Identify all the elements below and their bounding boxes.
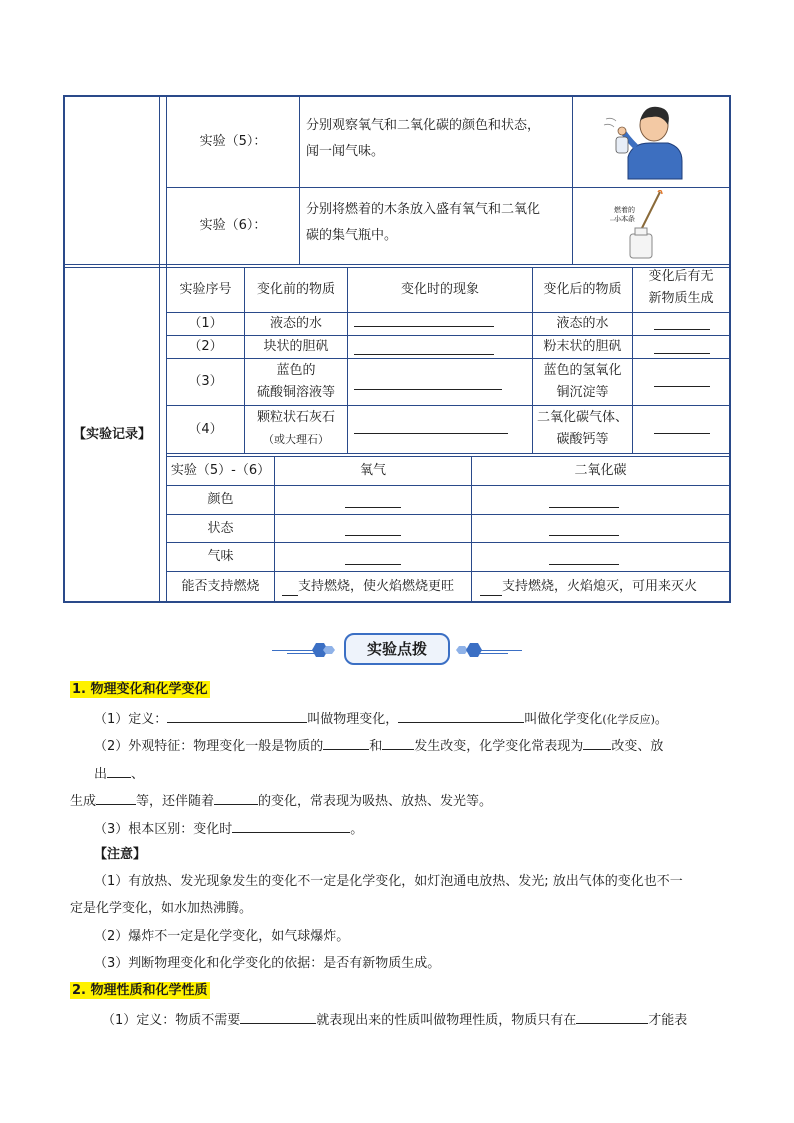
feature-line-3: 生成 等，还伴随着 的变化，常表现为吸热、放热、发光等。 — [70, 790, 492, 812]
co2-burn-text: 支持燃烧，火焰熄灭，可用来灭火 — [502, 579, 698, 594]
banner-title: 实验点拨 — [344, 633, 450, 665]
header-new-2: 新物质生成 — [648, 291, 714, 306]
def-line: （1）定义： 叫做物理变化， 叫做化学变化(化学反应)。 — [94, 708, 668, 730]
header-before: 变化前的物质 — [256, 282, 335, 297]
gas-header-co2: 二氧化碳 — [574, 463, 627, 478]
header-new-1: 变化后有无 — [648, 269, 714, 284]
gas-row-color: 颜色 — [207, 492, 234, 507]
header-after: 变化后的物质 — [543, 282, 622, 297]
row3-after-1: 蓝色的氢氧化 — [543, 363, 622, 378]
row3-new-blank — [654, 386, 710, 387]
exp6-label: 实验（6）： — [199, 218, 267, 233]
difference-line: （3）根本区别：变化时 。 — [94, 818, 363, 840]
row4-phenomenon-blank — [354, 433, 508, 434]
row4-after-2: 碳酸钙等 — [556, 432, 609, 447]
o2-color-blank — [345, 507, 401, 508]
img-caption-2: 小木条 — [614, 215, 635, 223]
co2-smell-blank — [549, 564, 619, 565]
note-3: （3）判断物理变化和化学变化的依据：是否有新物质生成。 — [94, 956, 441, 971]
smelling-gas-illustration — [598, 99, 688, 185]
img-caption-1: 燃着的 — [614, 206, 635, 214]
row3-no: （3） — [188, 374, 223, 389]
gas-header-o2: 氧气 — [359, 463, 386, 478]
o2-burn-blank — [282, 595, 298, 596]
row1-no: （1） — [188, 316, 223, 331]
row1-before: 液态的水 — [269, 316, 322, 331]
o2-state-blank — [345, 535, 401, 536]
o2-burn-text: 支持燃烧，使火焰燃烧更旺 — [298, 579, 455, 594]
row1-new-blank — [654, 329, 710, 330]
row2-no: （2） — [188, 339, 223, 354]
exp6-line2: 碳的集气瓶中。 — [306, 228, 398, 243]
record-label: 【实验记录】 — [72, 426, 151, 442]
note-label: 【注意】 — [94, 847, 147, 862]
note-2: （2）爆炸不一定是化学变化，如气球爆炸。 — [94, 929, 350, 944]
row3-before-2: 硫酸铜溶液等 — [256, 385, 335, 400]
burning-stick-illustration — [606, 190, 686, 262]
note-1a: （1）有放热、发光现象发生的变化不一定是化学变化，如灯泡通电放热、发光; 放出气体的变化也不一 — [94, 874, 683, 889]
header-phenomenon: 变化时的现象 — [400, 282, 479, 297]
row2-new-blank — [654, 353, 710, 354]
row3-before-1: 蓝色的 — [276, 363, 316, 378]
row4-new-blank — [654, 433, 710, 434]
property-def-line: （1）定义：物质不需要 就表现出来的性质叫做物理性质，物质只有在 才能表 — [102, 1009, 687, 1031]
row4-before-2: （或大理石） — [263, 433, 329, 446]
row1-after: 液态的水 — [556, 316, 609, 331]
gas-row-smell: 气味 — [207, 549, 234, 564]
row2-phenomenon-blank — [354, 354, 494, 355]
co2-state-blank — [549, 535, 619, 536]
co2-burn-blank — [480, 595, 502, 596]
exp5-line2: 闻一闻气味。 — [306, 144, 385, 159]
row3-phenomenon-blank — [354, 389, 502, 390]
row2-before: 块状的胆矾 — [263, 339, 329, 354]
section1-heading: 1. 物理变化和化学变化 — [72, 682, 208, 697]
gas-header-exp: 实验（5）-（6） — [170, 463, 271, 478]
feature-line: （2）外观特征：物理变化一般是物质的 和 发生改变，化学变化常表现为 改变、放 — [94, 735, 663, 757]
gas-row-burn: 能否支持燃烧 — [181, 578, 260, 594]
co2-color-blank — [549, 507, 619, 508]
header-no: 实验序号 — [179, 282, 232, 297]
row4-after-1: 二氧化碳气体、 — [536, 410, 628, 425]
row4-no: （4） — [188, 421, 223, 437]
row1-phenomenon-blank — [354, 326, 494, 327]
exp5-line1: 分别观察氧气和二氧化碳的颜色和状态， — [306, 118, 541, 133]
o2-smell-blank — [345, 564, 401, 565]
row4-before-1: 颗粒状石灰石 — [256, 410, 335, 425]
feature-line-2: 出 、 — [94, 763, 144, 785]
gas-row-state: 状态 — [207, 520, 234, 536]
note-1b: 定是化学变化，如水加热沸腾。 — [70, 901, 253, 916]
exp6-line1: 分别将燃着的木条放入盛有氧气和二氧化 — [306, 202, 541, 217]
row2-after: 粉末状的胆矾 — [543, 339, 622, 354]
section2-heading: 2. 物理性质和化学性质 — [72, 983, 208, 998]
exp5-label: 实验（5）： — [199, 134, 267, 149]
hexagon-icon-left — [310, 641, 338, 659]
row3-after-2: 铜沉淀等 — [556, 385, 609, 400]
